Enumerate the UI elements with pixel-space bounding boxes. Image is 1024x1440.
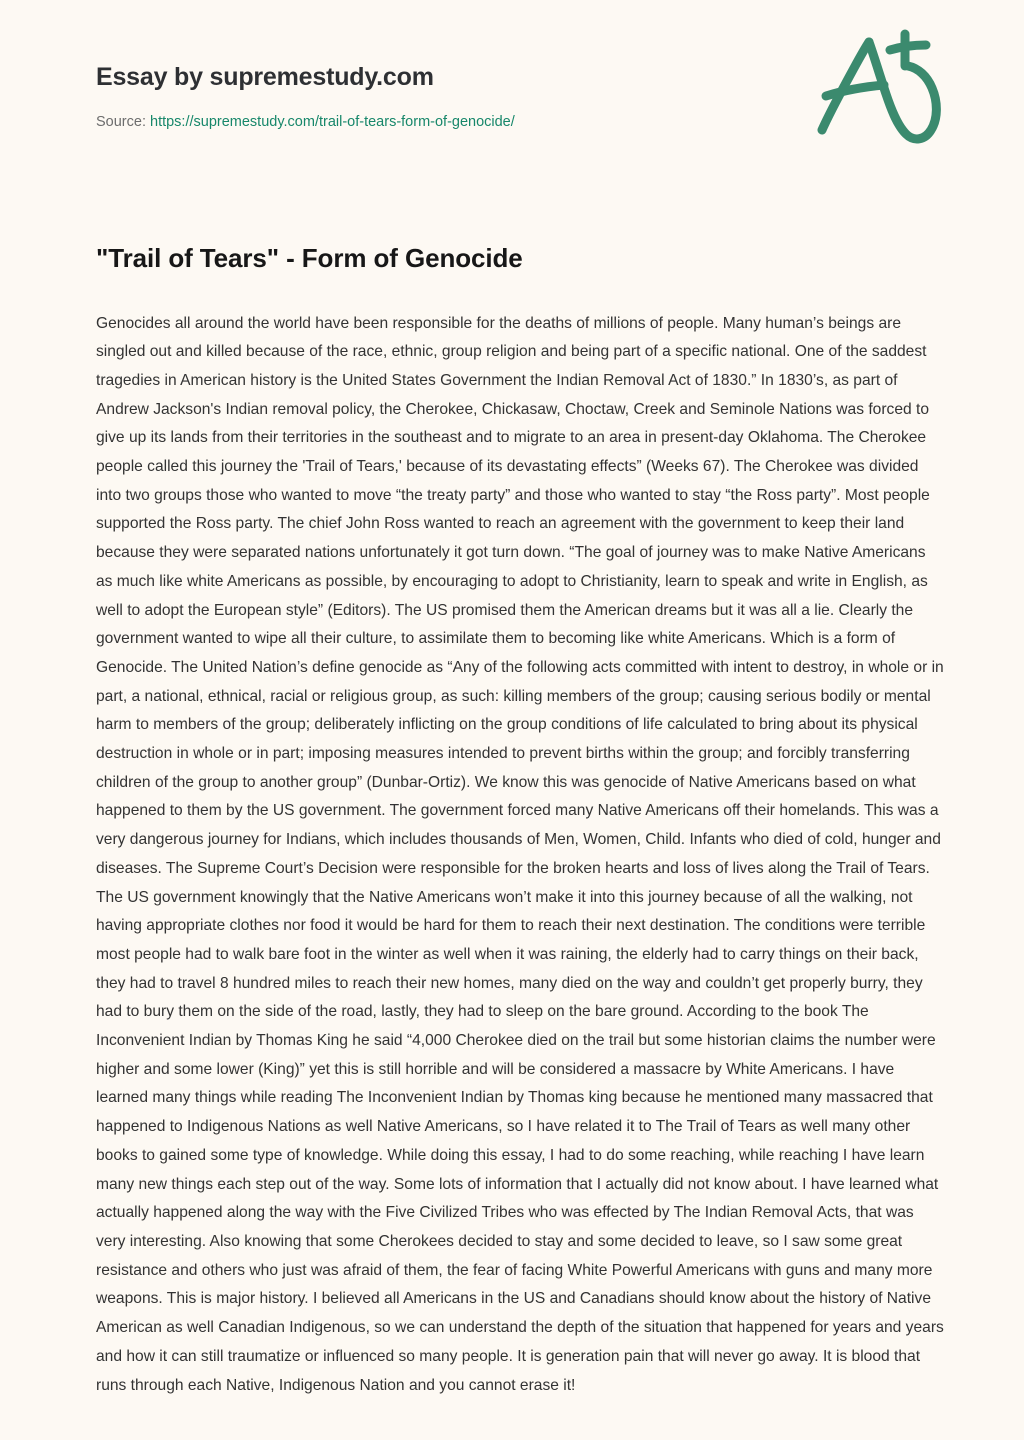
source-label: Source: (96, 114, 150, 130)
page-title: "Trail of Tears" - Form of Genocide (96, 243, 523, 273)
source-url-link[interactable]: https://supremestudy.com/trail-of-tears-form-of-genocide/ (150, 114, 515, 130)
page-header (0, 0, 1024, 170)
source-line (96, 113, 960, 132)
essay-body-text: Genocides all around the world have been responsible for the deaths of millions of people. Many human’s beings are singled out and killed because of the race, ethnic, group religion and being part of a specific national. One of the saddest tragedies in American history is the United States Government the Indian Removal Act of 1830.” In 1830’s, as part of Andrew Jackson's Indian removal policy, the Cherokee, Chickasaw, Choctaw, Creek and Seminole Nations was forced to give up its lands from their territories in the southeast and to migrate to an area in present-day Oklahoma. The Cherokee people called this journey the 'Trail of Tears,' because of its devastating effects” (Weeks 67). The Cherokee was divided into two groups those who wanted to move “the treaty party” and those who wanted to stay “the Ross party”. Most people supported the Ross party. The chief John Ross wanted to reach an agreement with the government to keep their land because they were separated nations unfortunately it got turn down. “The goal of journey was to make Native Americans as much like white Americans as possible, by encouraging to adopt to Christianity, learn to speak and write in English, as well to adopt the European style” (Editors). The US promised them the American dreams but it was all a lie. Clearly the government wanted to wipe all their culture, to assimilate them to becoming like white Americans. Which is a form of Genocide. The United Nation’s define genocide as “Any of the following acts committed with intent to destroy, in whole or in part, a national, ethnical, racial or religious group, as such: killing members of the group; causing serious bodily or mental harm to members of the group; deliberately inflicting on the group conditions of life calculated to bring about its physical destruction in whole or in part; imposing measures intended to prevent births within the group; and forcibly transferring children of the group to another group” (Dunbar-Ortiz). We know this was genocide of Native Americans based on what happened to them by the US government. The government forced many Native Americans off their homelands. This was a very dangerous journey for Indians, which includes thousands of Men, Women, Child. Infants who died of cold, hunger and diseases. The Supreme Court’s Decision were responsible for the broken hearts and loss of lives along the Trail of Tears. The US government knowingly that the Native Americans won’t make it into this journey because of all the walking, not having appropriate clothes nor food it would be hard for them to reach their next destination. The conditions were terrible most people had to walk bare foot in the winter as well when it was raining, the elderly had to carry things on their back, they had to travel 8 hundred miles to reach their new homes, many died on the way and couldn’t get properly burry, they had to bury them on the side of the road, lastly, they had to sleep on the bare ground. According to the book The Inconvenient Indian by Thomas King he said “4,000 Cherokee died on the trail but some historian claims the number were higher and some lower (King)” yet this is still horrible and will be considered a massacre by White Americans. I have learned many things while reading The Inconvenient Indian by Thomas king because he mentioned many massacred that happened to Indigenous Nations as well Native Americans, so I have related it to The Trail of Tears as well many other books to gained some type of knowledge. While doing this essay, I had to do some reaching, while reaching I have learn many new things each step out of the way. Some lots of information that I actually did not know about. I have learned what actually happened along the way with the Five Civilized Tribes who was effected by The Indian Removal Acts, that was very interesting. Also knowing that some Cherokees decided to stay and some decided to leave, so I saw some great resistance and others who just was afraid of them, the fear of facing White Powerful Americans with guns and many more weapons. This is major history. I believed all Americans in the US and Canadians should know about the history of Native American as well Canadian Indigenous, so we can understand the depth of the situation that happened for years and years and how it can still traumatize or influenced so many people. It is generation pain that will never go away. It is blood that runs through each Native, Indigenous Nation and you cannot erase it! (96, 314, 949, 1394)
article (0, 242, 1024, 1440)
brand-title: Essay by supremestudy.com (96, 63, 434, 91)
